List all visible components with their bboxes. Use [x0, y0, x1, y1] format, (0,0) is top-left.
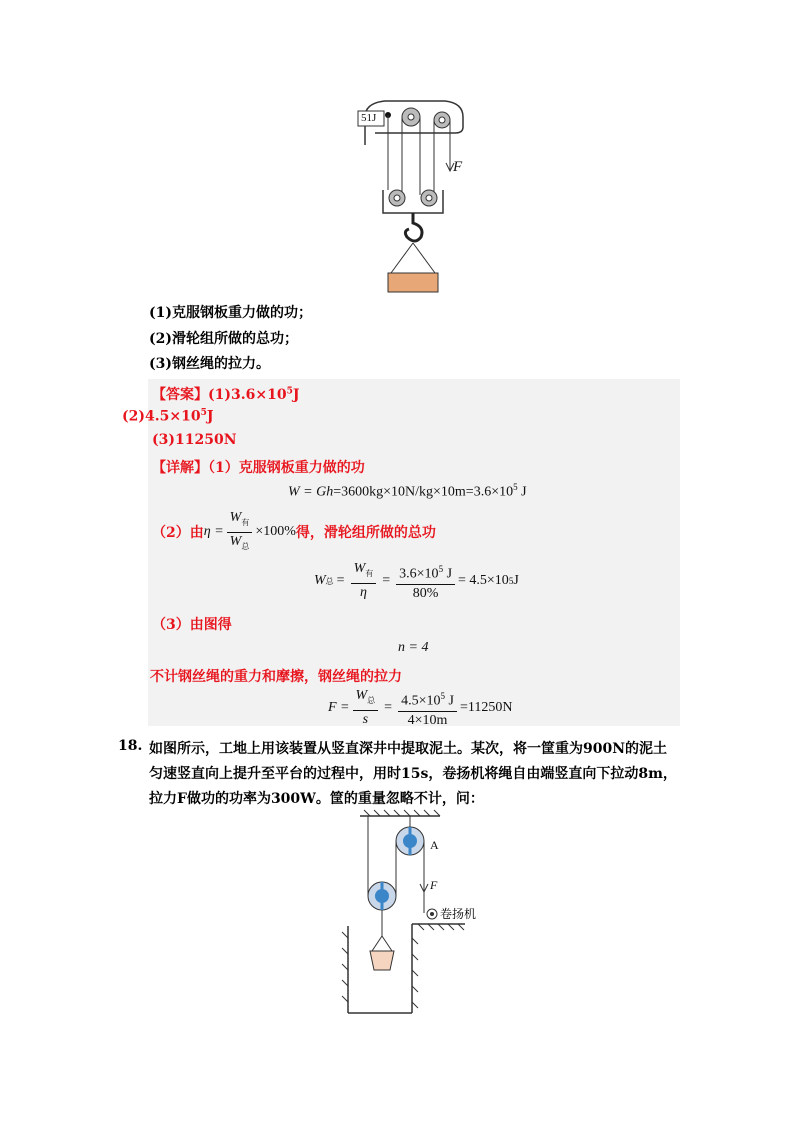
equation-3: F = $\frac{W_总}{s}$ = $\frac{4.5\times 10^5 J}{4\times 10m}$ =11250N — [328, 688, 513, 728]
explanation-step-3: （3）由图得 — [152, 617, 232, 633]
question-2: (2)滑轮组所做的总功； — [149, 331, 298, 347]
winch-label: 卷扬机 — [440, 907, 477, 921]
explanation-note: 不计钢丝绳的重力和摩擦，钢丝绳的拉力 — [150, 669, 402, 685]
pulley-system-figure — [355, 95, 475, 295]
pulley-a-label: A — [430, 838, 439, 852]
answer-label: 【答案】 — [152, 387, 208, 403]
explanation-label: 【详解】 — [152, 460, 208, 476]
question-3: (3)钢丝绳的拉力。 — [149, 356, 270, 372]
answer-line-1: 【答案】$(1)3.6\times 10^5J$ — [152, 386, 300, 403]
explanation-step-2: （2）由 η = $\frac{W_有}{W_总}$ ×100% 得，滑轮组所做的总功 — [152, 510, 436, 555]
explanation-step-1: 【详解】（1）克服钢板重力做的功 — [152, 460, 365, 476]
question18-line-2: 匀速竖直向上提升至平台的过程中，用时15s，卷扬机将绳自由端竖直向下拉动8m， — [149, 766, 677, 782]
question18-number: 18. — [118, 738, 143, 754]
figure1-force-label: F — [453, 159, 463, 175]
equation-2: W 总 = $\frac{W_有}{\eta}$ = $\frac{3.6\times 10^5 J}{80\%}$ = 4.5×10 5 J — [314, 561, 519, 601]
question18-line-3: 拉力F做功的功率为300W。筐的重量忽略不计，问： — [149, 791, 484, 807]
answer-line-3: (3)11250N — [152, 432, 237, 448]
efficiency-fraction: $\frac{W_有}{W_总}$ — [227, 510, 253, 555]
equation-1: $W = Gh=3600kg\times 10N/kg\times 10m=3.6\times 10^5$ J — [288, 482, 527, 500]
figure1-tag-label: 51J — [361, 112, 377, 124]
question-1: (1)克服钢板重力做的功； — [149, 305, 312, 321]
figure2-force-label: F — [430, 878, 438, 892]
question18-line-1: 如图所示，工地上用该装置从竖直深井中提取泥土。某次，将一筐重为900N的泥土 — [149, 741, 668, 757]
answer-line-2: $(2)4.5\times 10^5J$ — [122, 408, 214, 425]
equation-n: n = 4 — [398, 640, 429, 655]
